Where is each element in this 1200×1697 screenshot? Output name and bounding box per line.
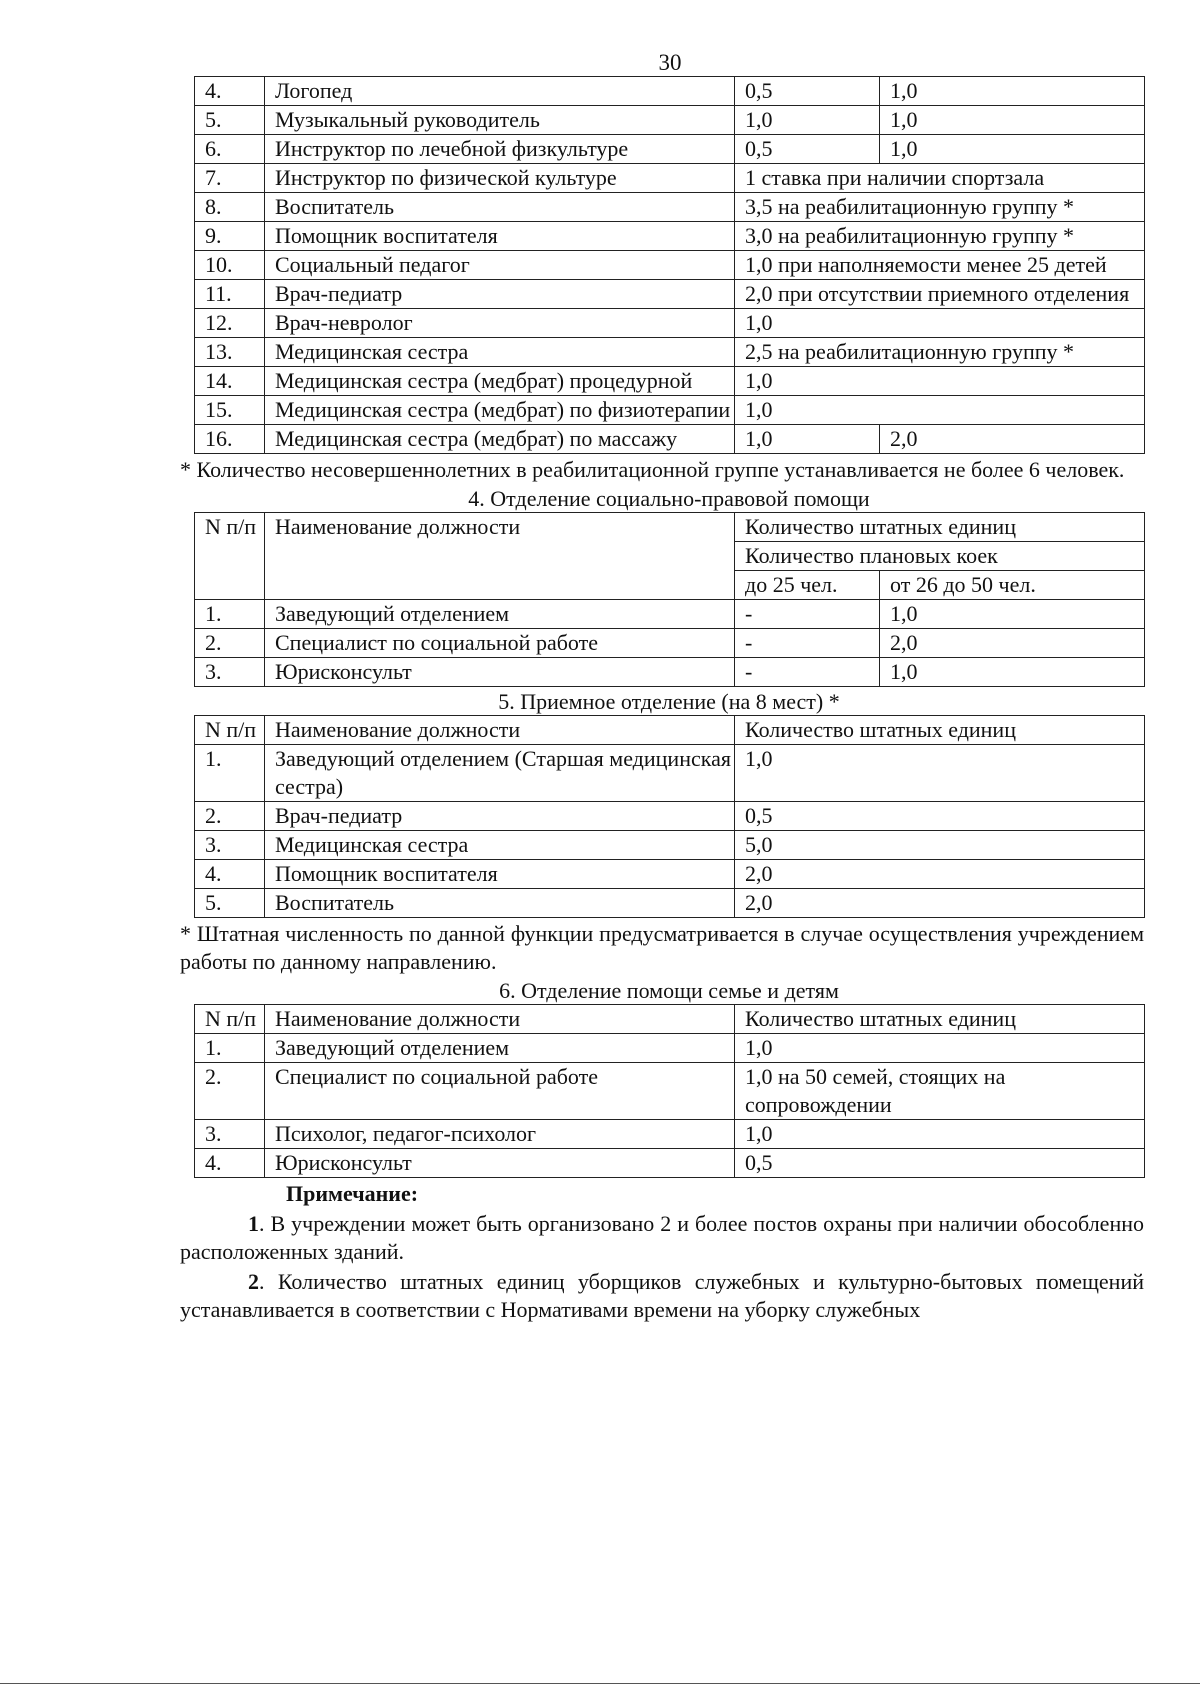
header-quantity: Количество штатных единиц	[735, 513, 1145, 542]
table-row	[195, 889, 1145, 918]
row-number: 11.	[195, 280, 265, 309]
staff-units-up-to-25: -	[735, 600, 880, 629]
staff-units: 3,0 на реабилитационную группу *	[735, 222, 1145, 251]
table-row	[195, 135, 1145, 164]
position-name: Медицинская сестра	[265, 831, 735, 860]
staff-units: 1,0	[735, 1120, 1145, 1149]
staff-units: 1,0	[735, 367, 1145, 396]
position-name: Медицинская сестра	[265, 338, 735, 367]
header-26-to-50: от 26 до 50 чел.	[880, 571, 1145, 600]
table-row	[195, 309, 1145, 338]
table-row	[195, 1034, 1145, 1063]
staff-table-section-6-body	[195, 1034, 1145, 1178]
staff-table-section-5-body	[195, 745, 1145, 918]
staff-units-b: 1,0	[880, 77, 1145, 106]
staff-units: 1 ставка при наличии спортзала	[735, 164, 1145, 193]
position-name: Юрисконсульт	[265, 658, 735, 687]
position-name: Психолог, педагог-психолог	[265, 1120, 735, 1149]
row-number: 14.	[195, 367, 265, 396]
table-row	[195, 600, 1145, 629]
section-5-note: * Штатная численность по данной функции предусматривается в случае осуществления учреждением работы по данному направлению.	[180, 921, 1144, 974]
row-number: 15.	[195, 396, 265, 425]
table-row	[195, 1063, 1145, 1120]
row-number: 1.	[195, 1034, 265, 1063]
table-row	[195, 396, 1145, 425]
staff-units: 0,5	[735, 1149, 1145, 1178]
staff-table-section-4-body	[195, 600, 1145, 687]
staff-units: 1,0	[735, 309, 1145, 338]
staff-units-b: 2,0	[880, 425, 1145, 454]
staff-units-up-to-25: -	[735, 658, 880, 687]
header-position: Наименование должности	[265, 716, 735, 745]
staff-table-section-4	[194, 512, 1145, 687]
staff-table-section-6	[194, 1004, 1145, 1178]
staff-units: 1,0	[735, 396, 1145, 425]
position-name: Логопед	[265, 77, 735, 106]
page-bottom-rule	[0, 1683, 1200, 1684]
row-number: 4.	[195, 860, 265, 889]
position-name: Медицинская сестра (медбрат) по массажу	[265, 425, 735, 454]
position-name: Воспитатель	[265, 193, 735, 222]
table-row	[195, 860, 1145, 889]
staff-units-26-to-50: 2,0	[880, 629, 1145, 658]
position-name: Помощник воспитателя	[265, 222, 735, 251]
header-quantity: Количество штатных единиц	[735, 716, 1145, 745]
staff-units-a: 0,5	[735, 77, 880, 106]
staff-units-a: 1,0	[735, 106, 880, 135]
table-row	[195, 658, 1145, 687]
staff-units: 2,0	[735, 889, 1145, 918]
remark-2	[180, 1268, 1144, 1324]
header-up-to-25: до 25 чел.	[735, 571, 880, 600]
staff-units: 0,5	[735, 802, 1145, 831]
position-name: Медицинская сестра (медбрат) процедурной	[265, 367, 735, 396]
remark-1	[180, 1210, 1144, 1266]
table-row	[195, 251, 1145, 280]
row-number: 10.	[195, 251, 265, 280]
table-row	[195, 193, 1145, 222]
section-5-title: 5. Приемное отделение (на 8 мест) *	[498, 689, 840, 714]
header-number: N п/п	[195, 513, 265, 600]
row-number: 2.	[195, 802, 265, 831]
staff-units: 2,5 на реабилитационную группу *	[735, 338, 1145, 367]
table-row	[195, 745, 1145, 802]
position-name: Помощник воспитателя	[265, 860, 735, 889]
header-number: N п/п	[195, 1005, 265, 1034]
staff-table-rehab	[194, 76, 1145, 454]
row-number: 3.	[195, 1120, 265, 1149]
staff-units: 2,0	[735, 860, 1145, 889]
staff-units: 1,0	[735, 1034, 1145, 1063]
row-number: 3.	[195, 831, 265, 860]
row-number: 2.	[195, 629, 265, 658]
staff-table-section-5	[194, 715, 1145, 918]
remarks-title: Примечание:	[286, 1181, 419, 1206]
staff-units-b: 1,0	[880, 106, 1145, 135]
document-body	[180, 76, 1144, 1324]
header-quantity: Количество штатных единиц	[735, 1005, 1145, 1034]
table-row	[195, 106, 1145, 135]
staff-table-rehab-body	[195, 77, 1145, 454]
row-number: 1.	[195, 600, 265, 629]
table-row	[195, 338, 1145, 367]
row-number: 7.	[195, 164, 265, 193]
position-name: Заведующий отделением	[265, 1034, 735, 1063]
row-number: 16.	[195, 425, 265, 454]
position-name: Юрисконсульт	[265, 1149, 735, 1178]
staff-units: 1,0	[735, 745, 1145, 802]
staff-units-26-to-50: 1,0	[880, 658, 1145, 687]
table-row	[195, 802, 1145, 831]
staff-units-up-to-25: -	[735, 629, 880, 658]
table-header-row	[195, 716, 1145, 745]
row-number: 5.	[195, 106, 265, 135]
position-name: Музыкальный руководитель	[265, 106, 735, 135]
remark-1-text: . В учреждении может быть организовано 2 и более постов охраны при наличии обособленно расположенных зданий.	[180, 1211, 1144, 1264]
table-row	[195, 1149, 1145, 1178]
staff-units: 2,0 при отсутствии приемного отделения	[735, 280, 1145, 309]
position-name: Врач-педиатр	[265, 802, 735, 831]
page-number: 30	[658, 50, 682, 75]
header-number: N п/п	[195, 716, 265, 745]
table-row	[195, 222, 1145, 251]
staff-units-26-to-50: 1,0	[880, 600, 1145, 629]
position-name: Инструктор по лечебной физкультуре	[265, 135, 735, 164]
staff-units: 5,0	[735, 831, 1145, 860]
row-number: 4.	[195, 77, 265, 106]
position-name: Специалист по социальной работе	[265, 1063, 735, 1120]
position-name: Врач-невролог	[265, 309, 735, 338]
row-number: 6.	[195, 135, 265, 164]
table-row	[195, 164, 1145, 193]
row-number: 8.	[195, 193, 265, 222]
table-row	[195, 629, 1145, 658]
position-name: Воспитатель	[265, 889, 735, 918]
row-number: 4.	[195, 1149, 265, 1178]
staff-units: 1,0 при наполняемости менее 25 детей	[735, 251, 1145, 280]
remark-2-number: 2	[248, 1269, 259, 1294]
table-header-row	[195, 513, 1145, 542]
position-name: Врач-педиатр	[265, 280, 735, 309]
section-6-title: 6. Отделение помощи семье и детям	[499, 978, 839, 1003]
header-planned-beds: Количество плановых коек	[735, 542, 1145, 571]
staff-units-a: 0,5	[735, 135, 880, 164]
table-row	[195, 280, 1145, 309]
position-name: Социальный педагог	[265, 251, 735, 280]
remark-1-number: 1	[248, 1211, 259, 1236]
staff-units-b: 1,0	[880, 135, 1145, 164]
table-header-row	[195, 1005, 1145, 1034]
table-row	[195, 425, 1145, 454]
rehab-group-note: * Количество несовершеннолетних в реабилитационной группе устанавливается не более 6 человек.	[180, 457, 1125, 482]
staff-units: 3,5 на реабилитационную группу *	[735, 193, 1145, 222]
position-name: Медицинская сестра (медбрат) по физиотерапии	[265, 396, 735, 425]
position-name: Заведующий отделением (Старшая медицинская сестра)	[265, 745, 735, 802]
staff-units: 1,0 на 50 семей, стоящих на сопровождении	[735, 1063, 1145, 1120]
position-name: Заведующий отделением	[265, 600, 735, 629]
table-row	[195, 367, 1145, 396]
position-name: Инструктор по физической культуре	[265, 164, 735, 193]
row-number: 3.	[195, 658, 265, 687]
row-number: 1.	[195, 745, 265, 802]
header-position: Наименование должности	[265, 513, 735, 600]
row-number: 5.	[195, 889, 265, 918]
position-name: Специалист по социальной работе	[265, 629, 735, 658]
row-number: 9.	[195, 222, 265, 251]
header-position: Наименование должности	[265, 1005, 735, 1034]
table-row	[195, 1120, 1145, 1149]
remark-2-text: . Количество штатных единиц уборщиков служебных и культурно-бытовых помещений устанавливается в соответствии с Нормативами времени на уборку служебных	[180, 1269, 1144, 1322]
row-number: 12.	[195, 309, 265, 338]
table-row	[195, 831, 1145, 860]
row-number: 2.	[195, 1063, 265, 1120]
staff-units-a: 1,0	[735, 425, 880, 454]
section-4-title: 4. Отделение социально-правовой помощи	[468, 486, 870, 511]
row-number: 13.	[195, 338, 265, 367]
table-row	[195, 77, 1145, 106]
